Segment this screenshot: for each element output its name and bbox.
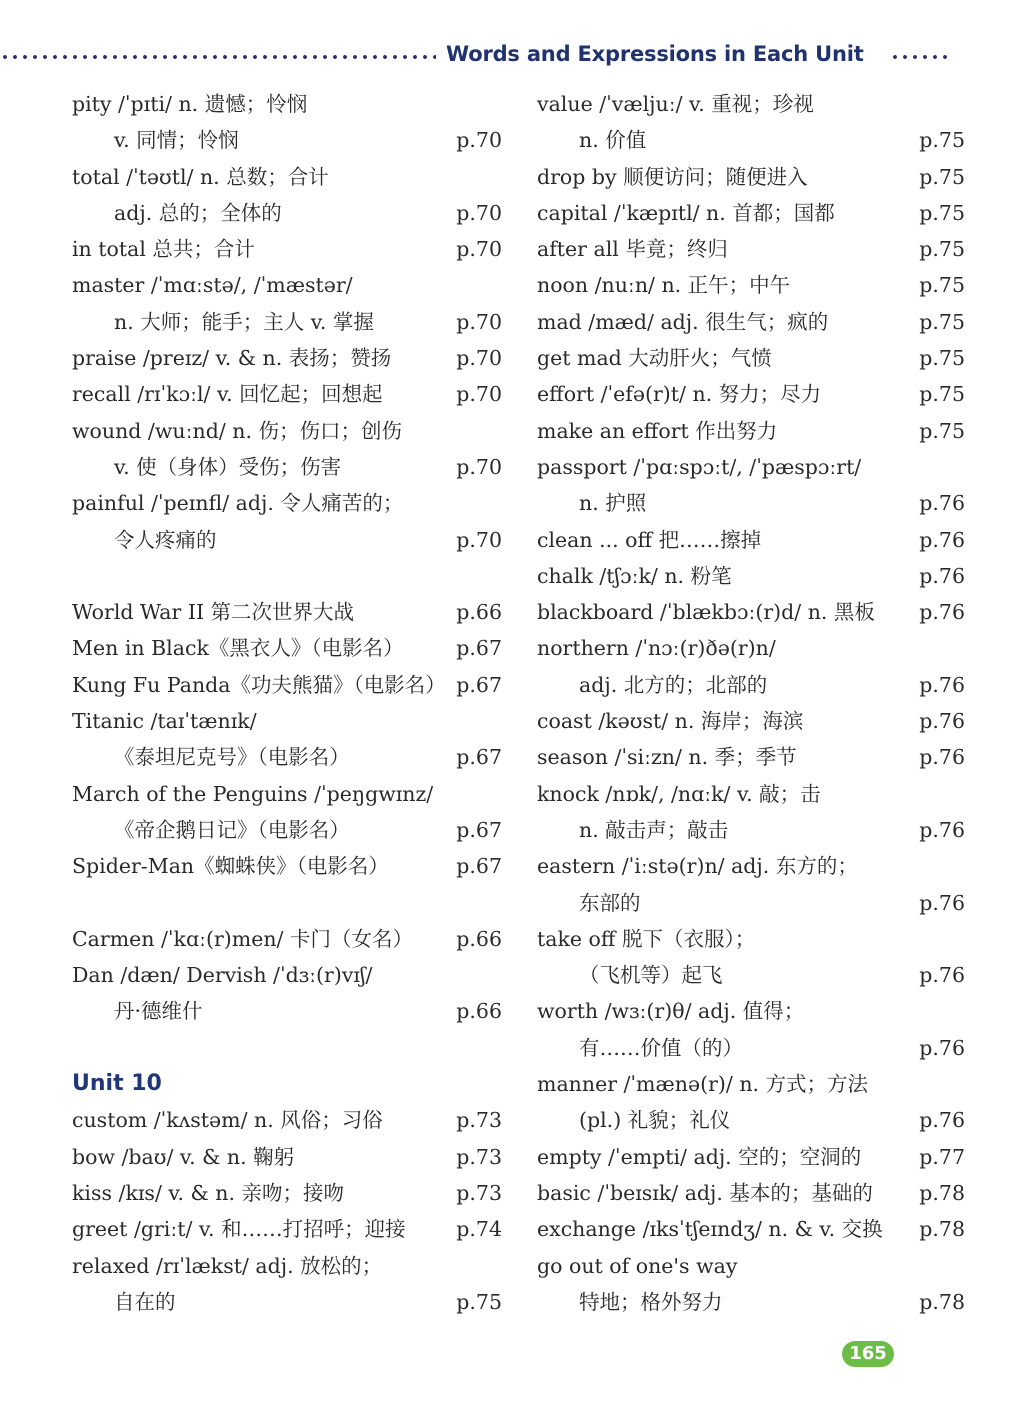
entry-text: v. 使（身体）受伤；伤害 [114,454,342,479]
entry-page-ref: p.75 [919,200,965,225]
entry-page-ref: p.70 [456,382,502,407]
vocab-entry [72,449,502,485]
entry-text: drop by 顺便访问；随便进入 [537,164,808,189]
entry-page-ref: p.70 [456,454,502,479]
entry-text: （飞机等）起飞 [579,963,723,988]
header-title: Words and Expressions in Each Unit [446,42,864,66]
entry-text: 丹·德维什 [114,999,203,1024]
entry-text: get mad 大动肝火；气愤 [537,346,772,371]
vocab-entry [537,739,965,775]
entry-text: painful /ˈpeɪnfl/ adj. 令人痛苦的； [72,491,404,516]
vocab-entry [72,340,502,376]
entry-text: n. 价值 [579,128,647,153]
entry-page-ref: p.76 [919,491,965,516]
vocab-entry [537,231,965,267]
entry-text: noon /nuːn/ n. 正午；中午 [537,273,791,298]
vocab-entry [72,667,502,703]
entry-text: exchange /ɪksˈtʃeɪndʒ/ n. & v. 交换 [537,1217,883,1242]
spacer [72,558,502,594]
vocab-entry [72,231,502,267]
entry-page-ref: p.75 [919,382,965,407]
entry-text: season /ˈsiːzn/ n. 季；季节 [537,745,797,770]
page-header [0,40,1024,74]
vocab-entry [72,703,502,739]
left-column [72,86,502,1320]
entry-text: relaxed /rɪˈlækst/ adj. 放松的； [72,1253,383,1278]
entry-text: n. 大师；能手；主人 v. 掌握 [114,309,374,334]
vocab-entry [537,86,965,122]
entry-text: northern /ˈnɔː(r)ðə(r)n/ [537,636,776,661]
entry-page-ref: p.75 [919,309,965,334]
unit-heading-text: Unit 10 [72,1071,162,1097]
entry-page-ref: p.77 [919,1144,965,1169]
entry-page-ref: p.78 [919,1180,965,1205]
entry-page-ref: p.73 [456,1180,502,1205]
entry-page-ref: p.66 [456,999,502,1024]
vocab-entry [72,1248,502,1284]
entry-page-ref: p.66 [456,926,502,951]
entry-text: total /ˈtəʊtl/ n. 总数；合计 [72,164,329,189]
vocab-entry [537,1066,965,1102]
vocab-entry [537,630,965,666]
entry-text: n. 敲击声；敲击 [579,817,729,842]
entry-text: eastern /ˈiːstə(r)n/ adj. 东方的； [537,854,858,879]
entry-text: capital /ˈkæpɪtl/ n. 首都；国都 [537,200,835,225]
entry-text: 自在的 [114,1289,176,1314]
vocab-entry [537,1139,965,1175]
vocab-entry [72,413,502,449]
entry-page-ref: p.70 [456,128,502,153]
entry-text: 有……价值（的） [579,1035,743,1060]
vocab-entry [537,340,965,376]
entry-text: wound /wuːnd/ n. 伤；伤口；创伤 [72,418,402,443]
vocab-entry [72,848,502,884]
vocab-entry [537,1030,965,1066]
entry-text: Spider-Man《蜘蛛侠》（电影名） [72,854,389,879]
entry-text: praise /preɪz/ v. & n. 表扬；赞扬 [72,346,392,371]
vocab-entry [537,993,965,1029]
vocab-entry [72,812,502,848]
entry-page-ref: p.76 [919,672,965,697]
vocab-entry [537,921,965,957]
entry-page-ref: p.70 [456,309,502,334]
entry-page-ref: p.70 [456,200,502,225]
vocab-entry [72,86,502,122]
entry-text: 特地；格外努力 [579,1289,723,1314]
vocab-entry [72,594,502,630]
unit-heading [72,1066,502,1102]
entry-page-ref: p.76 [919,1108,965,1133]
entry-text: World War II 第二次世界大战 [72,600,355,625]
vocab-entry [72,376,502,412]
entry-text: empty /ˈempti/ adj. 空的；空洞的 [537,1144,862,1169]
entry-page-ref: p.76 [919,1035,965,1060]
entry-text: bow /baʊ/ v. & n. 鞠躬 [72,1144,295,1169]
vocab-entry [537,558,965,594]
vocab-entry [72,159,502,195]
vocab-entry [537,304,965,340]
entry-text: master /ˈmɑːstə/, /ˈmæstər/ [72,273,353,298]
vocab-entry [537,848,965,884]
entry-page-ref: p.76 [919,963,965,988]
entry-text: Dan /dæn/ Dervish /ˈdɜː(r)vɪʃ/ [72,963,373,988]
vocab-entry [72,1102,502,1138]
right-column [537,86,965,1320]
entry-text: clean ... off 把……擦掉 [537,527,762,552]
vocab-entry [537,376,965,412]
entry-text: make an effort 作出努力 [537,418,778,443]
entry-text: go out of one's way [537,1253,738,1278]
entry-page-ref: p.76 [919,600,965,625]
entry-text: greet /griːt/ v. 和……打招呼；迎接 [72,1217,406,1242]
entry-page-ref: p.66 [456,600,502,625]
entry-page-ref: p.70 [456,237,502,262]
vocab-entry [537,485,965,521]
entry-page-ref: p.75 [919,164,965,189]
vocab-entry [537,267,965,303]
vocab-entry [537,1102,965,1138]
vocab-entry [72,522,502,558]
vocab-entry [72,122,502,158]
entry-text: 《帝企鹅日记》（电影名） [114,817,350,842]
entry-page-ref: p.75 [919,128,965,153]
vocab-entry [537,667,965,703]
entry-text: mad /mæd/ adj. 很生气；疯的 [537,309,829,334]
entry-text: 《泰坦尼克号》（电影名） [114,745,350,770]
vocab-entry [72,776,502,812]
entry-text: basic /ˈbeɪsɪk/ adj. 基本的；基础的 [537,1180,873,1205]
entry-text: blackboard /ˈblækbɔː(r)d/ n. 黑板 [537,600,875,625]
vocab-entry [537,1211,965,1247]
entry-page-ref: p.78 [919,1217,965,1242]
entry-page-ref: p.70 [456,527,502,552]
entry-text: chalk /tʃɔːk/ n. 粉笔 [537,563,732,588]
entry-text: adj. 北方的；北部的 [579,672,768,697]
entry-page-ref: p.75 [919,237,965,262]
vocab-entry [72,195,502,231]
entry-page-ref: p.67 [456,745,502,770]
entry-page-ref: p.76 [919,527,965,552]
entry-page-ref: p.76 [919,890,965,915]
entry-text: Kung Fu Panda《功夫熊猫》（电影名） [72,672,446,697]
vocab-entry [537,159,965,195]
entry-page-ref: p.75 [919,418,965,443]
entry-text: passport /ˈpɑːspɔːt/, /ˈpæspɔːrt/ [537,454,862,479]
entry-page-ref: p.67 [456,854,502,879]
page-number-badge: 165 [842,1341,894,1367]
entry-text: custom /ˈkʌstəm/ n. 风俗；习俗 [72,1108,383,1133]
entry-page-ref: p.76 [919,745,965,770]
entry-text: kiss /kɪs/ v. & n. 亲吻；接吻 [72,1180,345,1205]
entry-page-ref: p.75 [919,273,965,298]
entry-text: March of the Penguins /ˈpeŋgwɪnz/ [72,781,434,806]
vocab-entry [72,304,502,340]
entry-text: manner /ˈmænə(r)/ n. 方式；方法 [537,1072,869,1097]
vocab-entry [537,449,965,485]
entry-text: take off 脱下（衣服）； [537,926,756,951]
vocab-entry [72,993,502,1029]
entry-text: v. 同情；怜悯 [114,128,239,153]
entry-text: worth /wɜː(r)θ/ adj. 值得； [537,999,805,1024]
entry-page-ref: p.73 [456,1144,502,1169]
vocab-entry [72,267,502,303]
spacer [72,885,502,921]
entry-text: adj. 总的；全体的 [114,200,282,225]
entry-page-ref: p.76 [919,709,965,734]
entry-page-ref: p.67 [456,817,502,842]
spacer [72,1030,502,1066]
dotted-rule-right [890,54,950,60]
entry-page-ref: p.67 [456,672,502,697]
entry-text: 令人疼痛的 [114,527,217,552]
vocab-entry [72,921,502,957]
entry-page-ref: p.75 [919,346,965,371]
entry-page-ref: p.78 [919,1289,965,1314]
entry-text: pity /ˈpɪti/ n. 遗憾；怜悯 [72,92,308,116]
vocab-entry [72,1175,502,1211]
vocab-entry [72,1284,502,1320]
vocab-entry [537,1284,965,1320]
entry-page-ref: p.73 [456,1108,502,1133]
vocab-entry [537,1248,965,1284]
vocab-entry [537,594,965,630]
vocab-entry [537,812,965,848]
entry-text: Titanic /taɪˈtænɪk/ [72,709,257,734]
entry-page-ref: p.67 [456,636,502,661]
vocab-entry [537,776,965,812]
entry-page-ref: p.76 [919,817,965,842]
entry-text: in total 总共；合计 [72,237,255,262]
vocab-entry [72,630,502,666]
entry-text: coast /kəʊst/ n. 海岸；海滨 [537,709,804,734]
entry-page-ref: p.70 [456,346,502,371]
vocab-entry [537,885,965,921]
vocab-entry [537,413,965,449]
entry-text: Carmen /ˈkɑː(r)men/ 卡门（女名） [72,926,413,951]
entry-text: recall /rɪˈkɔːl/ v. 回忆起；回想起 [72,382,383,407]
vocab-entry [537,1175,965,1211]
vocab-entry [537,957,965,993]
vocab-entry [537,522,965,558]
vocab-entry [537,703,965,739]
vocab-entry [72,1211,502,1247]
vocab-entry [72,739,502,775]
entry-text: value /ˈvæljuː/ v. 重视；珍视 [537,92,814,116]
vocab-entry [72,485,502,521]
entry-text: after all 毕竟；终归 [537,237,728,262]
vocab-entry [537,122,965,158]
entry-text: Men in Black《黑衣人》（电影名） [72,636,404,661]
entry-text: effort /ˈefə(r)t/ n. 努力；尽力 [537,382,822,407]
entry-text: 东部的 [579,890,641,915]
entry-text: knock /nɒk/, /nɑːk/ v. 敲；击 [537,781,821,806]
dotted-rule-left [0,54,436,60]
vocab-entry [537,195,965,231]
entry-page-ref: p.76 [919,563,965,588]
entry-page-ref: p.74 [456,1217,502,1242]
vocab-entry [72,1139,502,1175]
vocab-entry [72,957,502,993]
entry-text: (pl.) 礼貌；礼仪 [579,1108,731,1133]
entry-page-ref: p.75 [456,1289,502,1314]
entry-text: n. 护照 [579,491,647,516]
